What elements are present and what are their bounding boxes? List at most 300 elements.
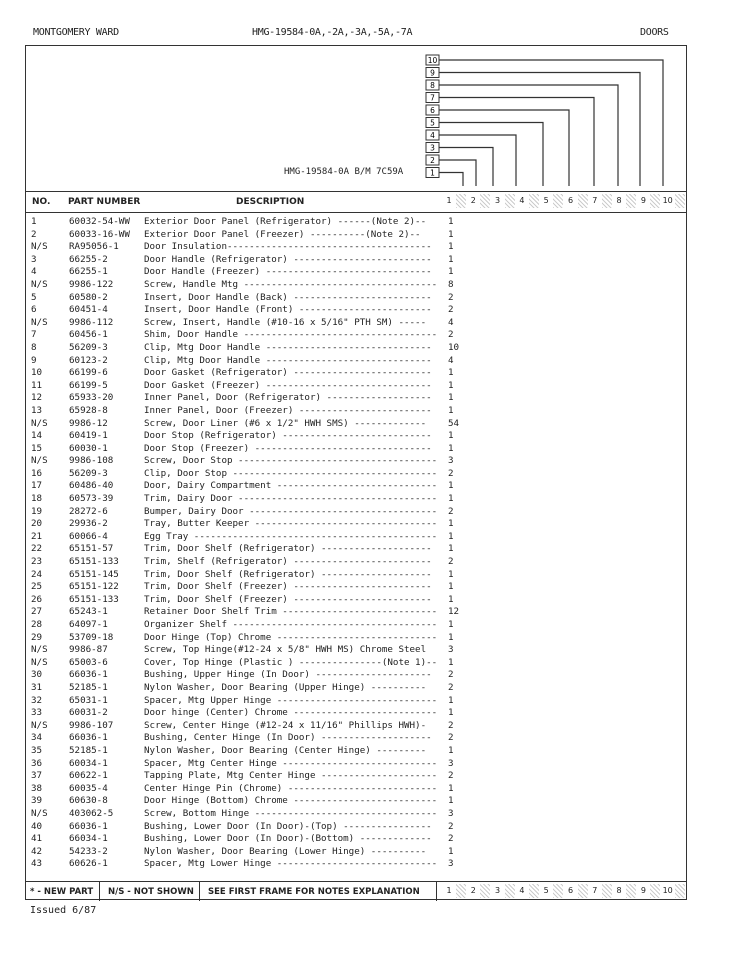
part-description: Door Hinge (Top) Chrome -----------------------------	[144, 631, 438, 643]
part-number: 403062-5	[69, 807, 114, 819]
footer-notes: SEE FIRST FRAME FOR NOTES EXPLANATION	[208, 887, 420, 897]
item-number: N/S	[31, 807, 48, 819]
table-row	[26, 632, 686, 645]
item-number: 22	[31, 543, 43, 555]
quantity: 1	[448, 442, 454, 454]
header-column-9: 9	[640, 196, 646, 205]
item-number: N/S	[31, 455, 48, 467]
table-row	[26, 443, 686, 456]
table-row	[26, 732, 686, 745]
item-number: N/S	[31, 719, 48, 731]
part-number: 60622-1	[69, 770, 108, 782]
quantity: 1	[448, 266, 454, 278]
item-number: 34	[31, 732, 43, 744]
quantity: 2	[448, 556, 454, 568]
part-number: 56209-3	[69, 341, 108, 353]
item-number: N/S	[31, 316, 48, 328]
quantity: 3	[448, 807, 454, 819]
table-row	[26, 329, 686, 342]
part-description: Inner Panel, Door (Refrigerator) -------------------	[144, 392, 432, 404]
parts-table	[26, 216, 686, 871]
part-description: Bushing, Upper Hinge (In Door) ---------------------	[144, 669, 432, 681]
frame-number-box	[426, 168, 463, 187]
item-number: 3	[31, 253, 37, 265]
part-number: 66199-5	[69, 379, 108, 391]
part-description: Cover, Top Hinge (Plastic ) ---------------(Note 1)--	[144, 656, 438, 668]
item-number: 32	[31, 694, 43, 706]
part-number: 60419-1	[69, 430, 108, 442]
header-column-5: 5	[543, 196, 549, 205]
frame-number-label: 7	[430, 93, 435, 103]
column-shade	[626, 194, 636, 208]
column-shade	[456, 884, 466, 898]
quantity: 1	[448, 543, 454, 555]
parts-frame	[25, 45, 687, 900]
footer-not-shown: N/S - NOT SHOWN	[108, 887, 194, 897]
item-number: 8	[31, 341, 37, 353]
part-number: 9986-112	[69, 316, 114, 328]
quantity: 1	[448, 530, 454, 542]
part-number: 29936-2	[69, 518, 108, 530]
quantity: 1	[448, 631, 454, 643]
part-number: 52185-1	[69, 681, 108, 693]
table-row	[26, 758, 686, 771]
part-number: 9986-122	[69, 278, 114, 290]
column-shade	[456, 194, 466, 208]
part-number: 60630-8	[69, 795, 108, 807]
part-description: Spacer, Mtg Lower Hinge -----------------------------	[144, 858, 438, 870]
quantity: 2	[448, 304, 454, 316]
footer-column-10: 10	[662, 886, 673, 895]
part-number: 9986-108	[69, 455, 114, 467]
part-number: 65928-8	[69, 404, 108, 416]
part-number: 65151-145	[69, 568, 119, 580]
part-number: 65151-133	[69, 593, 119, 605]
column-shade	[505, 194, 515, 208]
frame-number-box	[426, 118, 543, 187]
item-number: 18	[31, 493, 43, 505]
item-number: 43	[31, 858, 43, 870]
quantity: 1	[448, 845, 454, 857]
part-description: Screw, Insert, Handle (#10-16 x 5/16" PTH SM) -----	[144, 316, 427, 328]
part-description: Door, Dairy Compartment -----------------------------	[144, 480, 438, 492]
table-row	[26, 480, 686, 493]
part-description: Egg Tray --------------------------------------------	[144, 530, 438, 542]
part-number: 54233-2	[69, 845, 108, 857]
table-row	[26, 543, 686, 556]
frame-number-box	[426, 80, 618, 186]
part-description: Tray, Butter Keeper ---------------------------------	[144, 518, 438, 530]
part-number: 60626-1	[69, 858, 108, 870]
item-number: 21	[31, 530, 43, 542]
table-row	[26, 808, 686, 821]
quantity: 1	[448, 744, 454, 756]
footer-column-7: 7	[592, 886, 598, 895]
quantity: 1	[448, 707, 454, 719]
quantity: 1	[448, 568, 454, 580]
quantity: 1	[448, 694, 454, 706]
frame-bracket-line	[439, 148, 493, 187]
quantity: 1	[448, 480, 454, 492]
quantity: 2	[448, 329, 454, 341]
table-row	[26, 493, 686, 506]
table-row	[26, 821, 686, 834]
part-number: 65933-20	[69, 392, 114, 404]
frame-number-label: 9	[430, 68, 435, 78]
table-row	[26, 606, 686, 619]
table-row	[26, 657, 686, 670]
part-number: 64097-1	[69, 619, 108, 630]
part-description: Insert, Door Handle (Back) -------------------------	[144, 291, 432, 303]
part-number: 9986-87	[69, 644, 108, 656]
item-number: 27	[31, 606, 43, 618]
item-number: 16	[31, 467, 43, 479]
item-number: 11	[31, 379, 43, 391]
frame-number-box	[426, 105, 569, 186]
part-number: 60031-2	[69, 707, 108, 719]
header-column-8: 8	[616, 196, 622, 205]
item-number: N/S	[31, 644, 48, 656]
quantity: 2	[448, 820, 454, 832]
header-column-3: 3	[495, 196, 501, 205]
item-number: N/S	[31, 656, 48, 668]
table-row	[26, 216, 686, 229]
quantity: 2	[448, 669, 454, 681]
part-description: Trim, Door Shelf (Refrigerator) --------------------	[144, 568, 432, 580]
part-number: 60573-39	[69, 493, 114, 505]
table-row	[26, 682, 686, 695]
part-description: Door Gasket (Refrigerator) -------------------------	[144, 367, 432, 379]
table-row	[26, 846, 686, 859]
part-number: 60580-2	[69, 291, 108, 303]
column-shade	[578, 884, 588, 898]
part-description: Clip, Door Stop -------------------------------------	[144, 467, 438, 479]
item-number: 24	[31, 568, 43, 580]
quantity: 10	[448, 341, 460, 353]
part-description: Door Gasket (Freezer) ------------------------------	[144, 379, 432, 391]
quantity: 2	[448, 833, 454, 845]
part-description: Trim, Door Shelf (Freezer) -------------------------	[144, 593, 432, 605]
quantity: 1	[448, 518, 454, 530]
frame-number-label: 8	[430, 81, 435, 90]
quantity: 2	[448, 505, 454, 517]
quantity: 1	[448, 379, 454, 391]
quantity: 12	[448, 606, 460, 618]
part-description: Nylon Washer, Door Bearing (Upper Hinge) ----------	[144, 681, 427, 693]
col-description-header: DESCRIPTION	[236, 197, 305, 207]
table-row	[26, 531, 686, 544]
quantity: 2	[448, 719, 454, 731]
column-shade	[480, 884, 490, 898]
quantity: 8	[448, 278, 454, 290]
part-number: 60451-4	[69, 304, 108, 316]
part-number: 60030-1	[69, 442, 108, 454]
part-description: Retainer Door Shelf Trim ----------------------------	[144, 606, 438, 618]
frame-bracket-line	[439, 73, 640, 187]
table-row	[26, 619, 686, 632]
table-row	[26, 858, 686, 871]
footer-new-part: * - NEW PART	[30, 887, 94, 897]
frame-number-label: 6	[430, 106, 435, 115]
part-number: 60123-2	[69, 354, 108, 366]
frame-bracket-line	[439, 123, 543, 187]
part-number: 60456-1	[69, 329, 108, 341]
table-row	[26, 569, 686, 582]
footer-column-5: 5	[543, 886, 549, 895]
quantity: 1	[448, 430, 454, 442]
table-row	[26, 254, 686, 267]
item-number: 26	[31, 593, 43, 605]
quantity: 1	[448, 216, 454, 227]
table-row	[26, 720, 686, 733]
frame-number-label: 1	[430, 168, 435, 178]
table-row	[26, 644, 686, 657]
column-shade	[602, 884, 612, 898]
column-shade	[578, 194, 588, 208]
quantity: 3	[448, 757, 454, 769]
part-number: 60035-4	[69, 782, 108, 794]
column-shade	[553, 194, 563, 208]
part-description: Shim, Door Handle -----------------------------------	[144, 329, 438, 341]
part-description: Spacer, Mtg Upper Hinge -----------------------------	[144, 694, 438, 706]
header-column-6: 6	[567, 196, 574, 205]
part-number: 60034-1	[69, 757, 108, 769]
quantity: 2	[448, 732, 454, 744]
frame-number-label: 5	[430, 118, 435, 128]
part-description: Door Stop (Refrigerator) ---------------------------	[144, 430, 432, 442]
item-number: 20	[31, 518, 43, 530]
part-number: 66036-1	[69, 820, 108, 832]
table-row	[26, 229, 686, 242]
item-number: N/S	[31, 417, 48, 429]
part-description: Door Handle (Freezer) ------------------------------	[144, 266, 432, 278]
table-row	[26, 304, 686, 317]
part-description: Spacer, Mtg Center Hinge ----------------------------	[144, 757, 438, 769]
frame-number-label: 10	[427, 56, 438, 65]
part-number: 60066-4	[69, 530, 108, 542]
part-number: 28272-6	[69, 505, 108, 517]
part-number: 66034-1	[69, 833, 108, 845]
column-shade	[480, 194, 490, 208]
item-number: 33	[31, 707, 43, 719]
quantity: 1	[448, 593, 454, 605]
item-number: 14	[31, 430, 43, 442]
part-number: 66036-1	[69, 732, 108, 744]
part-number: 56209-3	[69, 467, 108, 479]
table-row	[26, 669, 686, 682]
column-shade	[529, 884, 539, 898]
table-row	[26, 581, 686, 594]
item-number: 6	[31, 304, 37, 316]
part-description: Door hinge (Center) Chrome --------------------------	[144, 707, 438, 719]
quantity: 4	[448, 316, 454, 328]
header-right: DOORS	[640, 27, 669, 38]
item-number: 37	[31, 770, 43, 782]
part-description: Screw, Door Liner (#6 x 1/2" HWH SMS) -------------	[144, 417, 427, 429]
part-description: Trim, Dairy Door ------------------------------------	[144, 493, 438, 505]
column-shade	[675, 194, 685, 208]
quantity: 3	[448, 644, 454, 656]
footer-column-1: 1	[446, 886, 452, 895]
table-row	[26, 418, 686, 431]
column-shade	[553, 884, 563, 898]
part-description: Screw, Center Hinge (#12-24 x 11/16" Phillips HWH)-	[144, 719, 427, 731]
item-number: 41	[31, 833, 43, 845]
column-shade	[650, 194, 660, 208]
item-number: 29	[31, 631, 43, 643]
item-number: 28	[31, 619, 43, 630]
column-shade	[626, 884, 636, 898]
col-part-number-header: PART NUMBER	[68, 197, 141, 207]
footer-column-3: 3	[495, 886, 501, 895]
part-description: Trim, Shelf (Refrigerator) -------------------------	[144, 556, 432, 568]
part-number: 60486-40	[69, 480, 114, 492]
part-number: 66255-1	[69, 266, 108, 278]
item-number: 25	[31, 581, 43, 593]
item-number: 9	[31, 354, 37, 366]
part-description: Screw, Door Stop ------------------------------------	[144, 455, 438, 467]
footer-column-8: 8	[616, 886, 622, 895]
header-left: MONTGOMERY WARD	[33, 27, 119, 38]
frame-number-box	[426, 55, 663, 186]
quantity: 3	[448, 455, 454, 467]
part-number: 65151-133	[69, 556, 119, 568]
table-row	[26, 317, 686, 330]
table-row	[26, 594, 686, 607]
quantity: 2	[448, 291, 454, 303]
part-number: 66199-6	[69, 367, 108, 379]
part-number: 65243-1	[69, 606, 108, 618]
part-description: Screw, Bottom Hinge ---------------------------------	[144, 807, 438, 819]
part-number: 60033-16-WW	[69, 228, 130, 240]
footer-column-6: 6	[567, 886, 574, 895]
column-shade	[529, 194, 539, 208]
quantity: 1	[448, 404, 454, 416]
quantity: 2	[448, 467, 454, 479]
item-number: 36	[31, 757, 43, 769]
issued-date: Issued 6/87	[30, 905, 97, 916]
column-shade	[602, 194, 612, 208]
quantity: 1	[448, 392, 454, 404]
header-column-4: 4	[519, 196, 525, 205]
table-row	[26, 266, 686, 279]
part-description: Nylon Washer, Door Bearing (Center Hinge) ---------	[144, 744, 427, 756]
item-number: N/S	[31, 241, 48, 253]
table-row	[26, 556, 686, 569]
item-number: 19	[31, 505, 43, 517]
part-number: RA95056-1	[69, 241, 119, 253]
part-description: Trim, Door Shelf (Freezer) -------------------------	[144, 581, 432, 593]
table-row	[26, 355, 686, 368]
table-row	[26, 795, 686, 808]
part-description: Clip, Mtg Door Handle ------------------------------	[144, 341, 432, 353]
col-no-header: NO.	[32, 197, 51, 207]
item-number: 15	[31, 442, 43, 454]
frame-diagram	[26, 46, 686, 186]
quantity: 3	[448, 858, 454, 870]
quantity: 1	[448, 253, 454, 265]
part-description: Insert, Door Handle (Front) ------------------------	[144, 304, 432, 316]
table-row	[26, 292, 686, 305]
quantity: 1	[448, 367, 454, 379]
item-number: 1	[31, 216, 37, 227]
part-number: 66036-1	[69, 669, 108, 681]
part-number: 60032-54-WW	[69, 216, 130, 227]
part-description: Center Hinge Pin (Chrome) ---------------------------	[144, 782, 438, 794]
part-number: 52185-1	[69, 744, 108, 756]
header-column-1: 1	[446, 196, 452, 205]
item-number: 39	[31, 795, 43, 807]
quantity: 4	[448, 354, 454, 366]
quantity: 1	[448, 228, 454, 240]
part-description: Clip, Mtg Door Handle ------------------------------	[144, 354, 432, 366]
part-description: Exterior Door Panel (Refrigerator) ------(Note 2)--	[144, 216, 427, 227]
quantity: 54	[448, 417, 460, 429]
quantity: 1	[448, 619, 454, 630]
item-number: N/S	[31, 278, 48, 290]
part-description: Bumper, Dairy Door ----------------------------------	[144, 505, 438, 517]
item-number: 30	[31, 669, 43, 681]
item-number: 2	[31, 228, 37, 240]
table-row	[26, 430, 686, 443]
item-number: 10	[31, 367, 43, 379]
part-description: Bushing, Lower Door (In Door)-(Bottom) -------------	[144, 833, 432, 845]
item-number: 4	[31, 266, 37, 278]
item-number: 35	[31, 744, 43, 756]
table-row	[26, 745, 686, 758]
header-column-7: 7	[592, 196, 598, 205]
quantity: 1	[448, 241, 454, 253]
part-number: 66255-2	[69, 253, 108, 265]
quantity: 2	[448, 770, 454, 782]
part-description: Nylon Washer, Door Bearing (Lower Hinge) ----------	[144, 845, 427, 857]
part-description: Screw, Handle Mtg -----------------------------------	[144, 278, 438, 290]
column-shade	[650, 884, 660, 898]
table-row	[26, 342, 686, 355]
column-shade	[505, 884, 515, 898]
part-number: 65031-1	[69, 694, 108, 706]
table-row	[26, 770, 686, 783]
quantity: 2	[448, 681, 454, 693]
table-row	[26, 455, 686, 468]
part-description: Trim, Door Shelf (Refrigerator) --------------------	[144, 543, 432, 555]
table-row	[26, 241, 686, 254]
quantity: 1	[448, 656, 454, 668]
table-row	[26, 518, 686, 531]
part-number: 9986-107	[69, 719, 114, 731]
part-number: 65151-122	[69, 581, 119, 593]
table-row	[26, 279, 686, 292]
part-description: Screw, Top Hinge(#12-24 x 5/8" HWH MS) Chrome Steel	[144, 644, 427, 656]
part-description: Door Hinge (Bottom) Chrome --------------------------	[144, 795, 438, 807]
footer-column-9: 9	[640, 886, 646, 895]
frame-number-label: 2	[430, 156, 435, 165]
item-number: 31	[31, 681, 43, 693]
footer-column-2: 2	[470, 886, 476, 895]
table-row	[26, 405, 686, 418]
quantity: 1	[448, 782, 454, 794]
quantity: 1	[448, 581, 454, 593]
item-number: 42	[31, 845, 43, 857]
header-column-2: 2	[470, 196, 476, 205]
table-row	[26, 380, 686, 393]
item-number: 40	[31, 820, 43, 832]
quantity: 1	[448, 795, 454, 807]
part-number: 65003-6	[69, 656, 108, 668]
part-description: Inner Panel, Door (Freezer) ------------------------	[144, 404, 432, 416]
part-description: Bushing, Center Hinge (In Door) --------------------	[144, 732, 432, 744]
item-number: 23	[31, 556, 43, 568]
